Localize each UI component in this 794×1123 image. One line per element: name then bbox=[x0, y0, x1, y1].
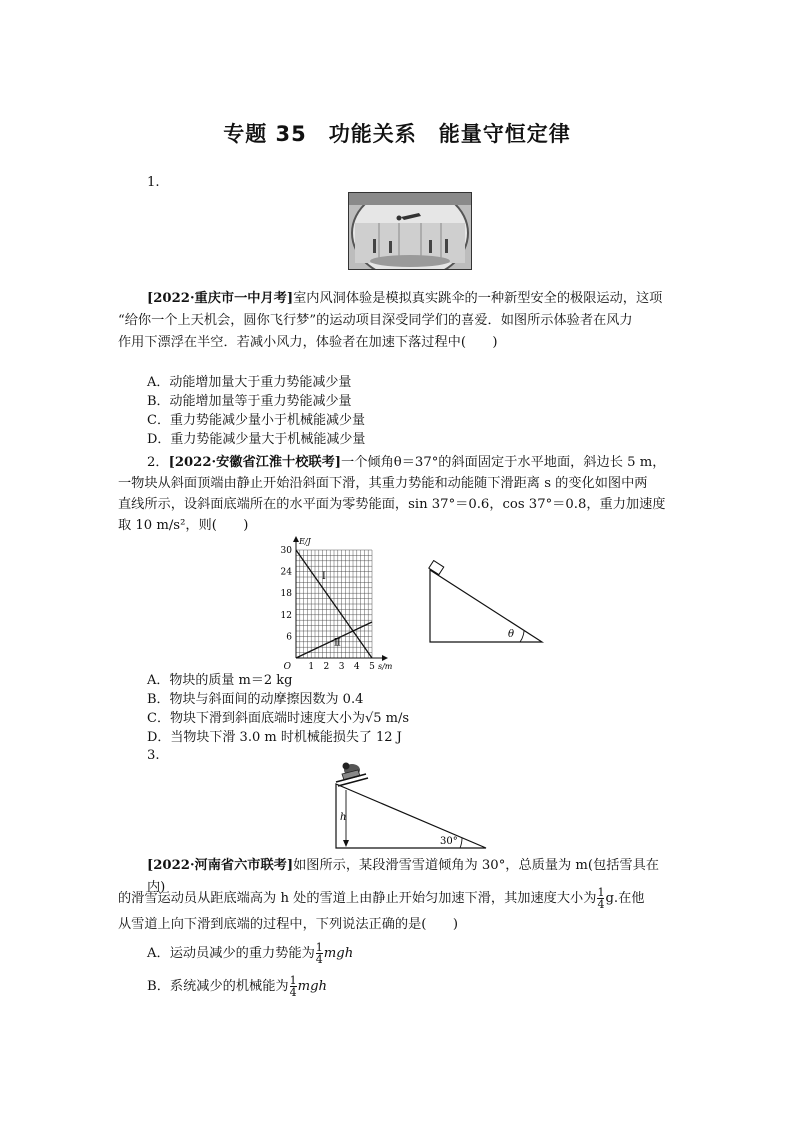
slope-angle-label: 30° bbox=[440, 836, 458, 847]
block-icon bbox=[429, 561, 444, 575]
page-title: 专题 35 功能关系 能量守恒定律 bbox=[223, 122, 571, 146]
frac-numerator: 1 bbox=[315, 941, 323, 954]
wind-tunnel-photo bbox=[348, 192, 472, 270]
skier-icon bbox=[336, 763, 368, 787]
q1-text-line2: “给你一个上天机会，圆你飞行梦”的运动项目深受同学们的喜爱．如图所示体验者在风力 bbox=[118, 313, 633, 328]
q3-option-a-text: A．运动员减少的重力势能为 bbox=[147, 946, 315, 961]
x-axis-label: s/m bbox=[378, 662, 393, 670]
q2-number: 2． bbox=[147, 455, 169, 470]
height-label: h bbox=[340, 812, 347, 823]
incline-diagram bbox=[424, 560, 548, 646]
q3-source: [2022·河南省六市联考] bbox=[147, 858, 294, 873]
q3-option-a bbox=[147, 942, 353, 965]
x-tick-label: 4 bbox=[353, 662, 360, 670]
frac-denominator: 4 bbox=[315, 953, 323, 966]
x-tick-label: 5 bbox=[369, 662, 375, 670]
angle-arc bbox=[520, 631, 524, 642]
q3-option-b-text: B．系统减少的机械能为 bbox=[147, 979, 289, 994]
x-tick-label: 2 bbox=[323, 662, 330, 670]
incline-triangle bbox=[430, 570, 542, 642]
q2-text-line3: 直线所示，设斜面底端所在的水平面为零势能面，sin 37°＝0.6，cos 37°＝0.8，重力加速度 bbox=[118, 497, 666, 512]
q3-number: 3. bbox=[147, 748, 160, 763]
q3-option-a-fraction bbox=[316, 942, 323, 965]
chart-tick-labels bbox=[281, 537, 393, 670]
series-label-2: Ⅱ bbox=[334, 637, 341, 649]
energy-graph bbox=[272, 530, 402, 670]
q2-text-line2: 一物块从斜面顶端由静止开始沿斜面下滑，其重力势能和动能随下滑距离 s 的变化如图中两 bbox=[118, 476, 648, 491]
slope-triangle bbox=[336, 784, 486, 848]
series-label-1: Ⅰ bbox=[321, 570, 326, 582]
y-tick-label: 30 bbox=[280, 546, 292, 556]
q3-fraction bbox=[597, 887, 604, 910]
frac-numerator: 1 bbox=[289, 974, 297, 987]
q2-option-b: B．物块与斜面间的动摩擦因数为 0.4 bbox=[147, 692, 364, 707]
q2-text-line1: 一个倾角θ＝37°的斜面固定于水平地面，斜边长 5 m， bbox=[341, 455, 666, 470]
frac-numerator: 1 bbox=[597, 886, 605, 899]
x-axis-arrow bbox=[382, 655, 388, 661]
q3-option-b-fraction bbox=[290, 975, 297, 998]
q3-option-b-expr: mgh bbox=[297, 979, 328, 994]
q1-option-d: D．重力势能减少量大于机械能减少量 bbox=[147, 432, 366, 447]
q2-text-line4: 取 10 m/s²，则( ) bbox=[118, 518, 249, 533]
q3-text-line1: 如图所示，某段滑雪雪道倾角为 30°，总质量为 m(包括雪具在内) bbox=[147, 858, 659, 895]
q3-option-a-expr: mgh bbox=[323, 946, 354, 961]
y-axis-label: E/J bbox=[299, 537, 311, 546]
q3-option-b bbox=[147, 975, 327, 998]
q2-option-a: A．物块的质量 m＝2 kg bbox=[147, 673, 293, 688]
x-tick-label: 1 bbox=[308, 662, 315, 670]
q2-option-c: C．物块下滑到斜面底端时速度大小为√5 m/s bbox=[147, 711, 410, 726]
x-tick-label: 3 bbox=[338, 662, 345, 670]
q2-line1 bbox=[147, 452, 677, 474]
angle-theta-label: θ bbox=[508, 629, 515, 640]
slope-angle-arc bbox=[460, 838, 462, 848]
q1-text-line1: 室内风洞体验是模拟真实跳伞的一种新型安全的极限运动，这项 bbox=[293, 291, 663, 306]
q2-source: [2022·安徽省江淮十校联考] bbox=[168, 455, 342, 470]
y-tick-label: 24 bbox=[280, 567, 292, 578]
q2-option-d: D．当物块下滑 3.0 m 时机械能损失了 12 J bbox=[147, 730, 402, 745]
frac-denominator: 4 bbox=[289, 986, 297, 999]
q1-option-a: A．动能增加量大于重力势能减少量 bbox=[147, 375, 352, 390]
q1-line1 bbox=[147, 288, 677, 310]
y-tick-label: 18 bbox=[280, 589, 292, 600]
q1-text-line3: 作用下漂浮在半空．若减小风力，体验者在加速下落过程中( ) bbox=[118, 335, 498, 350]
y-tick-label: 6 bbox=[286, 632, 292, 643]
q3-text-line3: 从雪道上向下滑到底端的过程中，下列说法正确的是( ) bbox=[118, 917, 458, 932]
q1-option-c: C．重力势能减少量小于机械能减少量 bbox=[147, 413, 365, 428]
q1-number: 1. bbox=[147, 175, 160, 190]
q1-option-b: B．动能增加量等于重力势能减少量 bbox=[147, 394, 352, 409]
q3-line2 bbox=[118, 887, 678, 910]
q3-text-line2b: g.在他 bbox=[605, 891, 645, 906]
origin-label: O bbox=[283, 662, 291, 670]
wind-tunnel-illustration bbox=[349, 193, 471, 269]
frac-denominator: 4 bbox=[597, 898, 605, 911]
ski-slope-diagram bbox=[332, 760, 492, 852]
q3-text-line2a: 的滑雪运动员从距底端高为 h 处的雪道上由静止开始匀加速下滑，其加速度大小为 bbox=[118, 891, 597, 906]
y-tick-label: 12 bbox=[280, 610, 292, 621]
q1-source: [2022·重庆市一中月考] bbox=[147, 291, 294, 306]
